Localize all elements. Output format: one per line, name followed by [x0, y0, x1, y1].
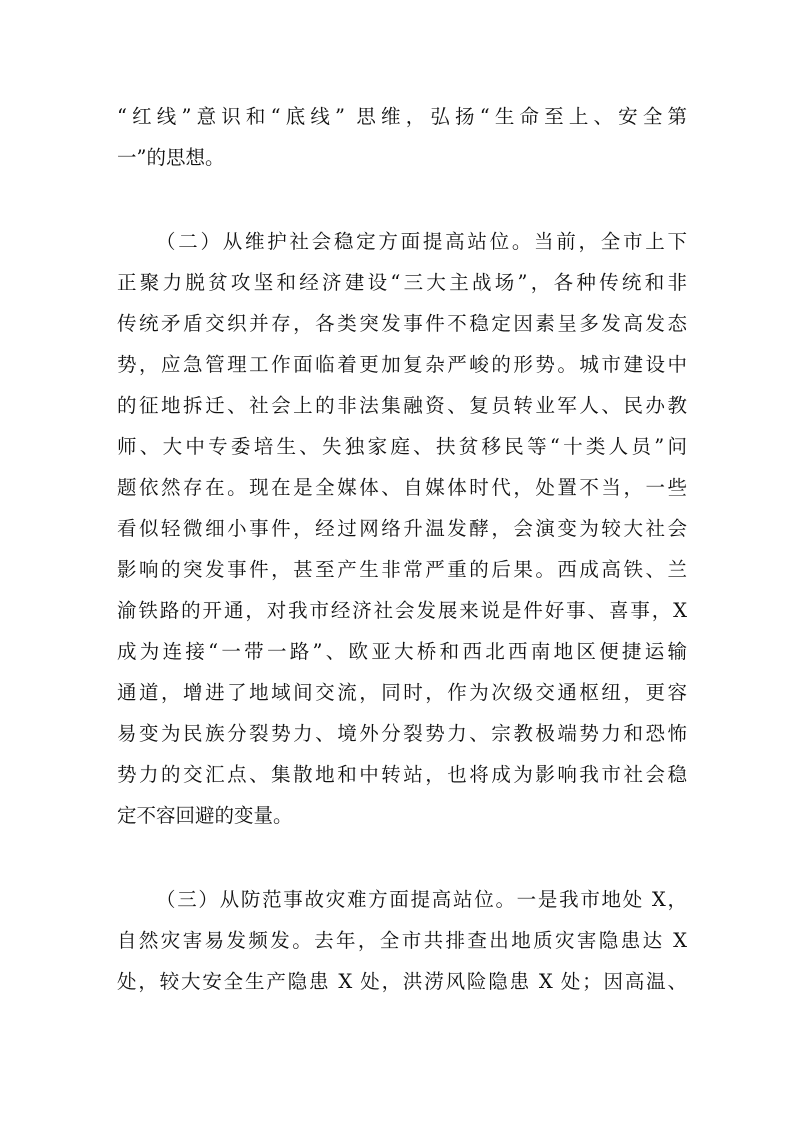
paragraph-1-line-2: 一”的思想。 [117, 146, 225, 169]
paragraph-2-line-2: 正聚力脱贫攻坚和经济建设“三大主战场”，各种传统和非 [117, 271, 687, 294]
paragraph-2-line-8: 看似轻微细小事件，经过网络升温发酵，会演变为较大社会 [117, 517, 687, 540]
paragraph-2-line-4: 势，应急管理工作面临着更加复杂严峻的形势。城市建设中 [117, 353, 687, 376]
paragraph-2-line-7: 题依然存在。现在是全媒体、自媒体时代，处置不当，一些 [117, 476, 687, 499]
paragraph-2-line-9: 影响的突发事件，甚至产生非常严重的后果。西成高铁、兰 [117, 558, 687, 581]
paragraph-2-line-1: （二）从维护社会稳定方面提高站位。当前，全市上下 [156, 230, 687, 253]
paragraph-2-line-14: 势力的交汇点、集散地和中转站，也将成为影响我市社会稳 [117, 763, 687, 786]
paragraph-3-line-2: 自然灾害易发频发。去年，全市共排查出地质灾害隐患达 X [117, 929, 687, 952]
paragraph-2-line-13: 易变为民族分裂势力、境外分裂势力、宗教极端势力和恐怖 [117, 722, 687, 745]
paragraph-2-line-12: 通道，增进了地域间交流，同时，作为次级交通枢纽，更容 [117, 681, 687, 704]
paragraph-1-line-1: “红线”意识和“底线” 思维，弘扬“生命至上、安全第 [117, 105, 687, 128]
paragraph-2-line-3: 传统矛盾交织并存，各类突发事件不稳定因素呈多发高发态 [117, 312, 687, 335]
paragraph-3-line-3: 处，较大安全生产隐患 X 处，洪涝风险隐患 X 处；因高温、 [117, 970, 687, 993]
paragraph-2-line-11: 成为连接“一带一路”、欧亚大桥和西北西南地区便捷运输 [117, 640, 687, 663]
paragraph-2-line-15: 定不容回避的变量。 [117, 804, 293, 827]
paragraph-2-line-10: 渝铁路的开通，对我市经济社会发展来说是件好事、喜事，X [117, 599, 687, 622]
paragraph-2-line-6: 师、大中专委培生、失独家庭、扶贫移民等“十类人员”问 [117, 435, 687, 458]
paragraph-3-line-1: （三）从防范事故灾难方面提高站位。一是我市地处 X， [156, 888, 687, 911]
paragraph-2-line-5: 的征地拆迁、社会上的非法集融资、复员转业军人、民办教 [117, 394, 687, 417]
